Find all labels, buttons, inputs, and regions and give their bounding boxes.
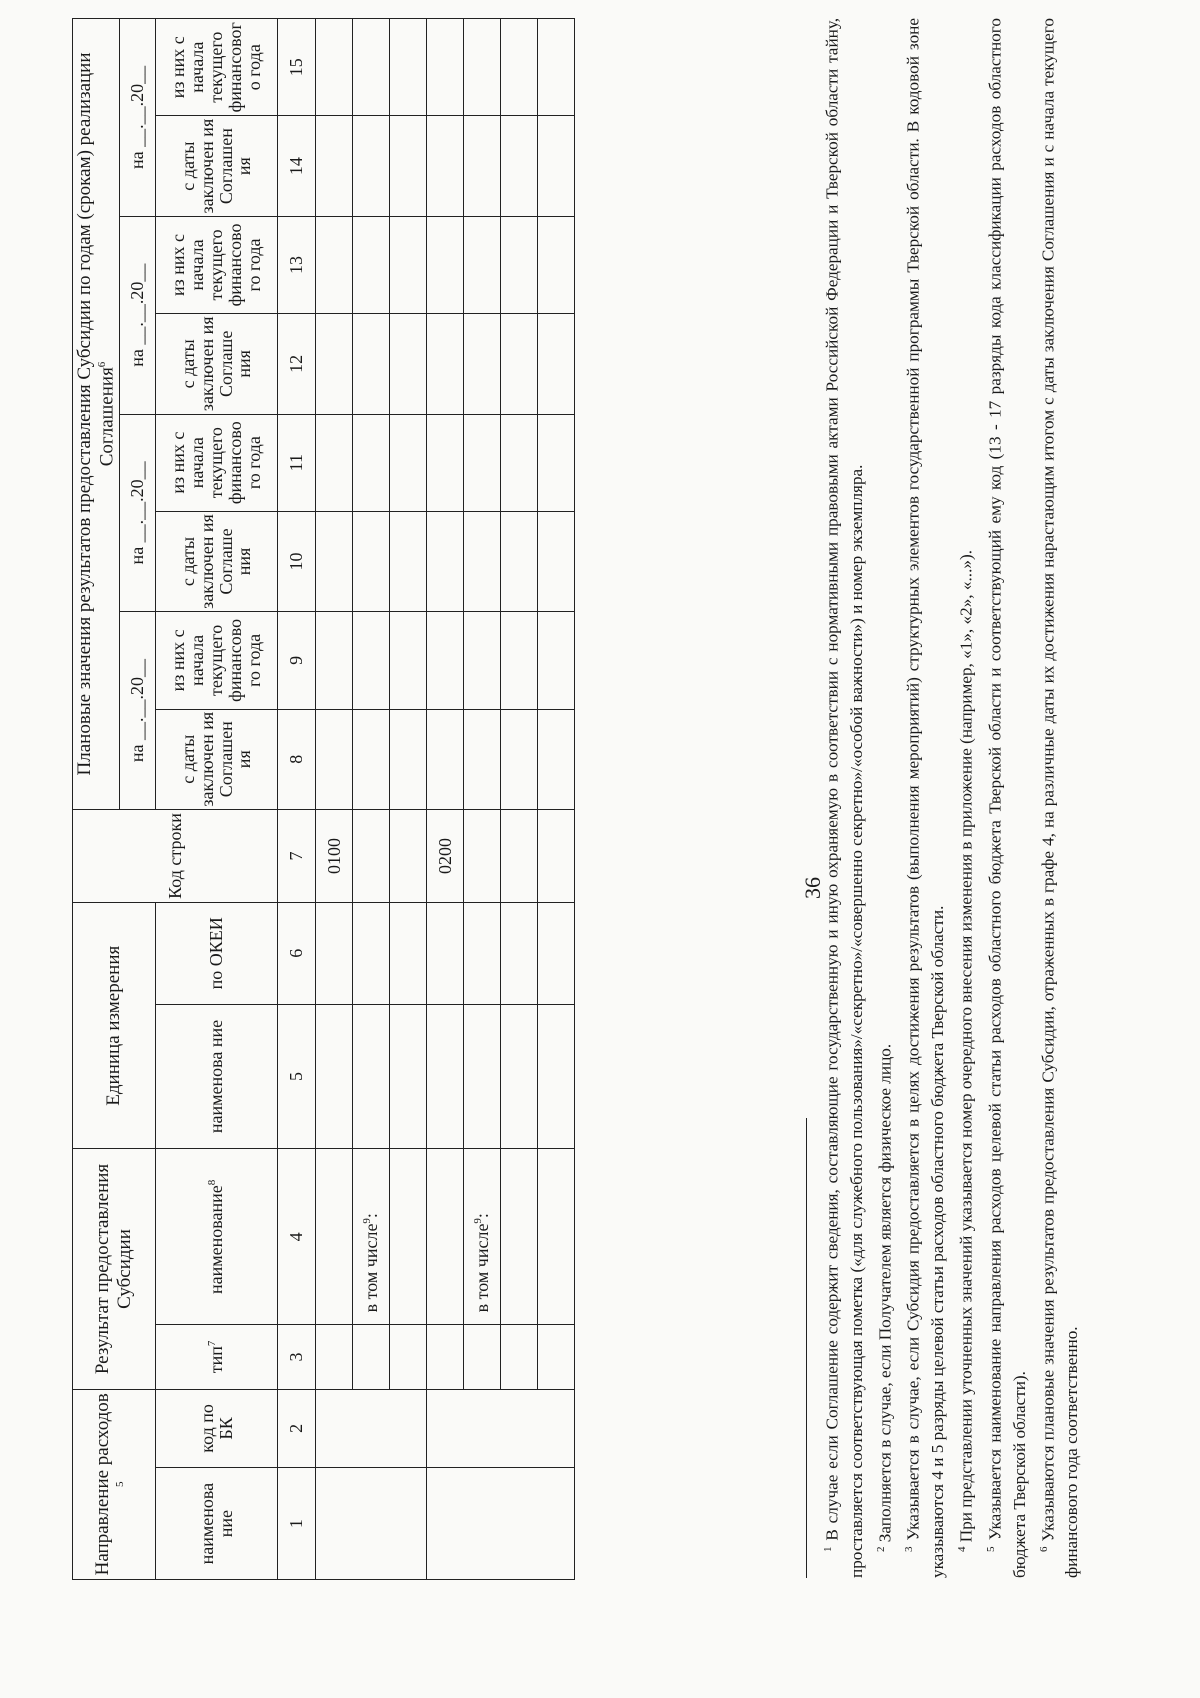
table-cell [353,709,390,809]
header-year-2: на __.__.20__ [120,414,156,612]
table-cell [390,19,427,116]
table-cell [427,19,464,116]
header-from-conclusion-4: с даты заключен ия Соглашен ия [156,116,278,216]
header-row-code: Код строки [73,809,278,902]
table-cell [316,1004,353,1149]
table-cell [464,314,501,414]
column-number: 3 [278,1325,316,1389]
code-bk-cell-2 [427,1389,575,1468]
table-cell [390,414,427,511]
header-from-year-start-1: из них с начала текущего финансово го года [156,612,278,709]
footnotes [816,18,1084,1578]
table-cell [390,511,427,611]
table-cell [501,216,538,313]
table-cell [390,314,427,414]
header-code-bk: код по БК [156,1389,278,1468]
footnote-4: $^4$ При представлении уточненных значений указывается номер очередного внесения изменения в приложение (например, «1», «2», «...»). [956,549,976,1552]
table-cell [316,216,353,313]
header-planned-values: Плановые значения результатов предоставления Субсидии по годам (срокам) реализации Соглашения$^6$ [73,19,120,810]
header-unit: Единица измерения [73,903,156,1149]
table-cell [427,709,464,809]
table-row [353,19,390,1580]
table-cell [464,709,501,809]
column-number: 1 [278,1468,316,1580]
table-cell [390,709,427,809]
column-number: 7 [278,809,316,902]
table-cell [353,116,390,216]
column-number: 15 [278,19,316,116]
table-cell [390,612,427,709]
table-cell [316,414,353,511]
table-cell [501,809,538,902]
table-cell [316,314,353,414]
table-cell [538,414,575,511]
table-cell [501,1149,538,1325]
column-number: 4 [278,1149,316,1325]
table-cell [538,903,575,1004]
column-numbers-row [278,19,316,1580]
table-cell [427,116,464,216]
row-code-cell: 0100 [316,809,353,902]
table-cell [501,116,538,216]
table-cell [501,414,538,511]
code-bk-cell-1 [316,1389,427,1468]
table-cell [316,511,353,611]
table-row [316,19,353,1580]
table-cell [538,612,575,709]
table-cell [538,1325,575,1389]
table-cell [427,511,464,611]
table-cell [427,216,464,313]
table-cell [316,19,353,116]
table-cell [427,1149,464,1325]
table-cell [501,19,538,116]
table-cell [390,1325,427,1389]
table-cell [538,314,575,414]
header-year-1: на __.__.20__ [120,612,156,810]
header-from-conclusion-3: с даты заключен ия Соглаше ния [156,314,278,414]
table-cell [538,1149,575,1325]
table-cell [464,116,501,216]
table-cell [316,612,353,709]
table-cell [427,414,464,511]
header-unit-name: наименова ние [156,1004,278,1149]
header-from-conclusion-2: с даты заключен ия Соглаше ния [156,511,278,611]
page-number: 36 [800,877,825,899]
table-cell [464,414,501,511]
column-number: 12 [278,314,316,414]
column-number: 14 [278,116,316,216]
direction-name-cell-2 [427,1468,575,1580]
table-cell [501,314,538,414]
table-cell [353,903,390,1004]
table-cell [353,414,390,511]
header-year-3: на __.__.20__ [120,216,156,414]
table-cell [353,216,390,313]
table-cell [538,709,575,809]
column-number: 5 [278,1004,316,1149]
table-cell [501,612,538,709]
footnote-divider [806,1118,807,1578]
column-number: 9 [278,612,316,709]
header-result-name: наименование$^8$ [156,1149,278,1325]
table-cell [390,216,427,313]
table-row [464,19,501,1580]
table-cell [501,709,538,809]
including-label: в том числе$^9$: [353,1149,390,1325]
table-cell [538,116,575,216]
header-from-year-start-4: из них с начала текущего финансовог о года [156,19,278,116]
column-number: 13 [278,216,316,313]
footnote-2: $^2$ Заполняется в случае, если Получателем является физическое лицо. [874,1043,895,1552]
column-number: 11 [278,414,316,511]
row-code-cell: 0200 [427,809,464,902]
table-cell [427,1004,464,1149]
footnote-6: $^6$ Указываются плановые значения результатов предоставления Субсидии, отраженных в графе 4, на различные даты их достижения нарастающим итогом с даты заключения Соглашения и с начала текущего финансового года соответственно. [1037,17,1082,1578]
table-cell [501,903,538,1004]
table-cell [427,1325,464,1389]
header-direction-name: наименова ние [156,1468,278,1580]
table-cell [390,809,427,902]
table-cell [501,1325,538,1389]
table-row [538,19,575,1580]
table-cell [538,809,575,902]
table-cell [316,1325,353,1389]
table-cell [427,903,464,1004]
table-cell [353,511,390,611]
header-from-year-start-3: из них с начала текущего финансово го года [156,216,278,313]
table-cell [390,1004,427,1149]
header-okei: по ОКЕИ [156,903,278,1004]
column-number: 2 [278,1389,316,1468]
header-year-4: на __.__.20__ [120,19,156,217]
table-cell [464,903,501,1004]
table-cell [538,216,575,313]
table-cell [316,116,353,216]
footnote-3: $^3$ Указывается в случае, если Субсидия предоставляется в целях достижения результатов (выполнения мероприятий) структурных элементов государственной программы Тверской области. В кодовой зоне указываются 4 и 5 разряды целевой статьи расходов областного бюджета Тверской области. [903,17,948,1578]
table-cell [464,511,501,611]
table-cell [316,709,353,809]
table-cell [501,1004,538,1149]
table-cell [538,19,575,116]
including-label: в том числе$^9$: [464,1149,501,1325]
table-cell [353,1004,390,1149]
column-number: 6 [278,903,316,1004]
table-row [390,19,427,1580]
results-table [72,18,575,1580]
header-from-conclusion-1: с даты заключен ия Соглашен ия [156,709,278,809]
column-number: 10 [278,511,316,611]
table-cell [464,19,501,116]
table-cell [464,1325,501,1389]
table-cell [353,19,390,116]
table-cell [427,314,464,414]
footnote-5: $^5$ Указывается наименование направления расходов целевой статьи расходов областного бюджета Тверской области и соответствующий ему код (13 - 17 разряды кода классификации расходов областного бюджета Тверской области). [984,18,1029,1578]
header-result: Результат предоставления Субсидии [73,1149,156,1389]
footnote-1: $^1$ В случае если Соглашение содержит сведения, составляющие государственную и иную охраняемую в соответствии с нормативными правовыми актами Российской Федерации и Тверской области тайну, проставляется соответствующая пометка («для служебного пользования»/«секретно»/«совершенно секретно»/«особой важности») и номер экземпляра. [822,17,866,1578]
table-cell [538,1004,575,1149]
header-direction: Направление расходов $^5$ [73,1389,156,1579]
table-row [427,19,464,1580]
table-cell [353,809,390,902]
table-cell [390,1149,427,1325]
table-cell [390,903,427,1004]
direction-name-cell-1 [316,1468,427,1580]
column-number: 8 [278,709,316,809]
table-cell [538,511,575,611]
table-cell [464,216,501,313]
header-from-year-start-2: из них с начала текущего финансово го года [156,414,278,511]
table-cell [464,612,501,709]
table-row [501,19,538,1580]
table-cell [316,903,353,1004]
table-cell [464,809,501,902]
header-type: тип$^7$ [156,1325,278,1389]
table-cell [316,1149,353,1325]
table-cell [353,1325,390,1389]
table-cell [390,116,427,216]
table-cell [501,511,538,611]
table-cell [353,314,390,414]
table-cell [464,1004,501,1149]
table-cell [427,612,464,709]
table-cell [353,612,390,709]
